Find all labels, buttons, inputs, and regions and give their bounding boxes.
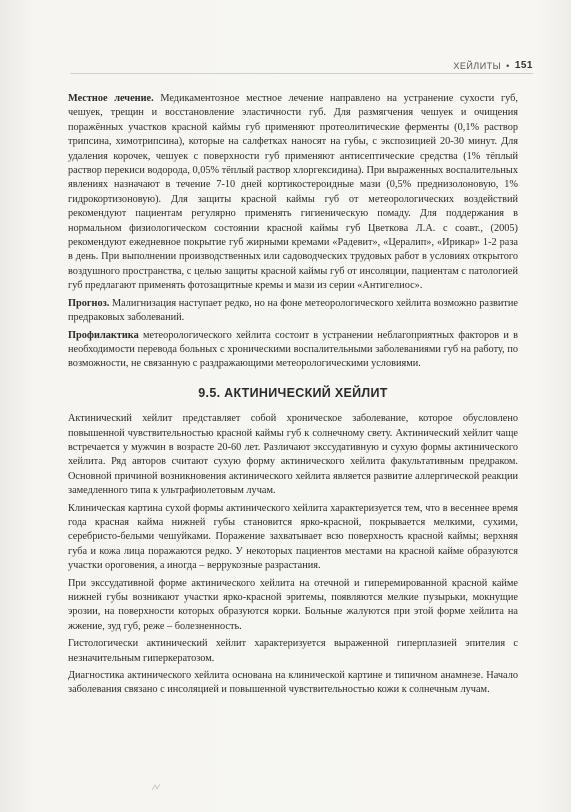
scan-artifact-mark [150,782,164,792]
paragraph-lead: Прогноз. [68,297,110,309]
paragraph-definition: Актинический хейлит представляет собой хроническое заболевание, которое обусловлено повышенной чувствительностью красной каймы губ к солнечному свету. Актинический хейлит чаще встречается у мужчин в возрасте 20-60 лет. Различают экссудативную и сухую формы актинического хейлита. Ряд авторов считают сухую форму актинического хейлита факультативным предраком. Основной причиной возникновения актинического хейлита является развитие аллергической реакции замедленного типа к ультрафиолетовым лучам. [68,413,518,497]
section-heading: 9.5. АКТИНИЧЕСКИЙ ХЕЙЛИТ [198,385,388,400]
paragraph-diagnosis: Диагностика актинического хейлита основана на клинической картине и типичном анамнезе. Начало заболевания связано с инсоляцией и повышенной чувствительностью кожи к солнечным лучам. [68,670,518,696]
paragraph-prevention [68,329,518,372]
header-rule [70,73,533,74]
separator-dot: • [506,60,510,71]
paragraph-local-treatment [68,92,518,294]
running-title: ХЕЙЛИТЫ [453,60,502,71]
page-number: 151 [514,60,533,71]
paragraph-histology: Гистологически актинический хейлит характеризуется выраженной гиперплазией эпителия с незначительным гиперкератозом. [68,638,518,664]
paragraph-text: Медикаментозное местное лечение направлено на устранение сухости губ, чешуек, трещин и восстановление эластичности губ. Для размягчения чешуек и очищения поражённых участков красной каймы губ применяют протеолитические ферменты (0,1% раствор трипсина, химотрипсина), которые на салфетках наносят на губы, с экспозицией 20-30 минут. Для удаления корочек, чешуек с поверхности губ применяют антисептические средства (1% тёплый раствор перекиси водорода, 0,05% тёплый раствор хлоргексидина). При выраженных воспалительных явлениях назначают в течение 7-10 дней кортикостероидные мази (0,5% преднизолоновую, 1% гидрокортизоновую). Для защиты красной каймы губ от метеорологических воздействий рекомендуют пациентам регулярно применять гигиеническую помаду. Для поддержания в нормальном физиологическом состоянии красной каймы губ Цветкова Л.А. с соавт., (2005) рекомендуют ежедневное покрытие губ жирными кремами «Радевит», «Цералип», «Ирикар» 1-2 раза в день. При выполнении производственных или садоводческих трудовых работ в условиях открытого воздушного пространства, с целью защиты красной каймы губ от инсоляции, пациентам с патологией губ предлагают применять фотозащитные кремы и мази из серии «Антигелиос». [68,93,518,292]
paragraph-lead: Местное лечение. [68,93,154,104]
paragraph-lead: Профилактика [68,329,139,341]
section-actinic-cheilitis [68,412,518,698]
paragraph-text: Малигнизация наступает редко, но на фоне метеорологического хейлита возможно развитие предраковых заболеваний. [68,297,518,324]
page-content [68,92,518,698]
running-header [453,60,533,71]
paragraph-exudative-form: При экссудативной форме актинического хейлита на отечной и гиперемированной красной кайме нижней губы возникают участки ярко-красной эритемы, появляются мелкие пузырьки, мокнущие эрозии, на поверхности которых образуются корки. Больные жалуются при этой форме хейлита на жжение, зуд губ, реже – болезненность. [68,577,518,632]
paragraph-prognosis [68,297,518,326]
paragraph-dry-form: Клиническая картина сухой формы актинического хейлита характеризуется тем, что в весеннее время года красная кайма нижней губы становится ярко-красной, покрывается мелкими, сухими, серебристо-белыми чешуйками. Поражение захватывает всю поверхность красной каймы; верхняя губа и кожа лица поражаются редко. У некоторых пациентов местами на красной кайме образуются участки ороговения, а иногда – веррукозные разрастания. [68,502,518,572]
paragraph-text: метеорологического хейлита состоит в устранении неблагоприятных факторов и в необходимости перевода больных с хроническими воспалительными заболеваниями губ на работу, по возможности, не связанную с раздражающими метеорологическими условиями. [68,329,518,370]
